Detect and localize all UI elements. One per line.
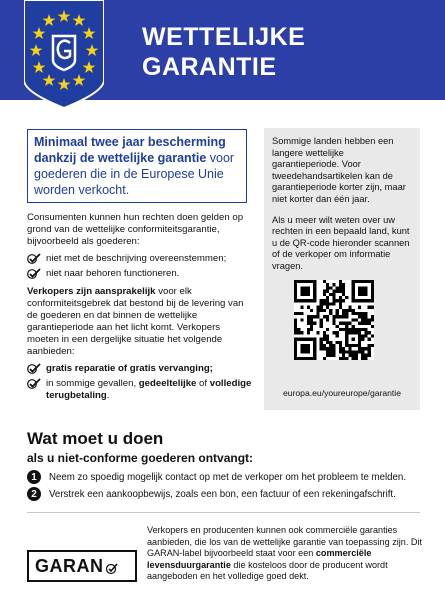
list-item-text: niet met de beschrijving overeenstemmen; (46, 253, 227, 264)
list-item-text (46, 378, 253, 402)
remedy-end: . (106, 390, 110, 401)
conformity-check-list (27, 253, 253, 280)
step-number: 2 (27, 487, 41, 501)
list-item (27, 268, 253, 280)
eu-stars-shield-icon (24, 0, 104, 110)
commercial-guarantee-text (147, 525, 422, 583)
rights-paragraph: Consumenten kunnen hun rechten doen gelden op grond van de wettelijke conformiteitsgarantie, bijvoorbeeld als goederen: (27, 212, 244, 247)
footer-post: die kosteloos door de producent wordt aangeboden en het volledige goed dekt. (147, 559, 388, 582)
liability-rest: voor elk conformiteitsgebrek dat bestond bij de levering van de goederen en dat binnen de wettelijke garantieperiode aan het licht komt. Verkopers moeten in een dergelijke situatie het volgende aanbieden: (27, 286, 244, 357)
divider (27, 512, 420, 513)
remedy-pre: in sommige gevallen, (46, 378, 139, 389)
remedy-partial: gedeeltelijke (138, 378, 197, 389)
step-2 (27, 487, 396, 501)
step-text: Verstrek een aankoopbewijs, zoals een bon, een factuur of een rekeningafschrift. (49, 488, 396, 500)
qr-code[interactable] (294, 280, 374, 360)
checkmark-icon (27, 253, 41, 265)
qr-instructions-text: Als u meer wilt weten over uw rechten in een bepaald land, kunt u de QR-code hieronder scannen of de verkoper om informatie vragen. (272, 214, 410, 271)
header-banner (0, 0, 445, 100)
footer-pre: Verkopers en producenten kunnen ook commerciële garanties aanbieden, die los van de wettelijke garantie van toepassing zijn. Dit GARAN-label bijvoorbeeld staat voor een (147, 525, 423, 559)
step-text: Neem zo spoedig mogelijk contact op met de verkoper om het probleem te melden. (49, 471, 407, 483)
intro-box (27, 129, 247, 203)
remedy-mid: of (196, 378, 210, 389)
list-item-text: niet naar behoren functioneren. (46, 268, 180, 279)
checkmark-icon (27, 363, 41, 375)
liability-paragraph (27, 286, 253, 358)
actions-title: Wat moet u doen (27, 429, 164, 448)
info-sidebar (264, 128, 420, 410)
remedy-check-list (27, 363, 253, 402)
left-column (27, 212, 253, 408)
actions-subtitle: als u niet-conforme goederen ontvangt: (27, 451, 254, 465)
checkmark-icon (27, 378, 41, 390)
remedy-repair: gratis reparatie of gratis vervanging; (46, 363, 213, 374)
list-item (27, 253, 253, 265)
intro-rest: voor goederen die in de Europese Unie worden verkocht. (34, 151, 235, 197)
remedy-full: volledige terugbetaling (46, 378, 252, 401)
longer-period-text: Sommige landen hebben een langere wettelijke garantieperiode. Voor tweedehandsartikelen kan de garantieperiode korter zijn, maar niet korter dan één jaar. (272, 136, 406, 204)
page-title (142, 22, 305, 82)
intro-text (34, 134, 240, 198)
logo-check-icon (106, 563, 118, 575)
liability-bold: Verkopers zijn aansprakelijk (27, 286, 156, 297)
list-item-text (46, 363, 253, 375)
title-line-2: GARANTIE (142, 53, 277, 81)
intro-bold: Minimaal twee jaar bescherming dankzij de wettelijke garantie (34, 135, 226, 165)
step-1 (27, 470, 406, 484)
step-number: 1 (27, 470, 41, 484)
list-item (27, 378, 253, 402)
footer-bold: commerciële levensduurgarantie (147, 548, 372, 570)
checkmark-icon (27, 268, 41, 280)
qr-link[interactable]: europa.eu/youreurope/garantie (282, 388, 401, 398)
garan-logo (27, 550, 137, 582)
list-item (27, 363, 253, 375)
logo-wordmark: GARAN (35, 555, 104, 576)
title-line-1: WETTELIJKE (142, 23, 306, 51)
